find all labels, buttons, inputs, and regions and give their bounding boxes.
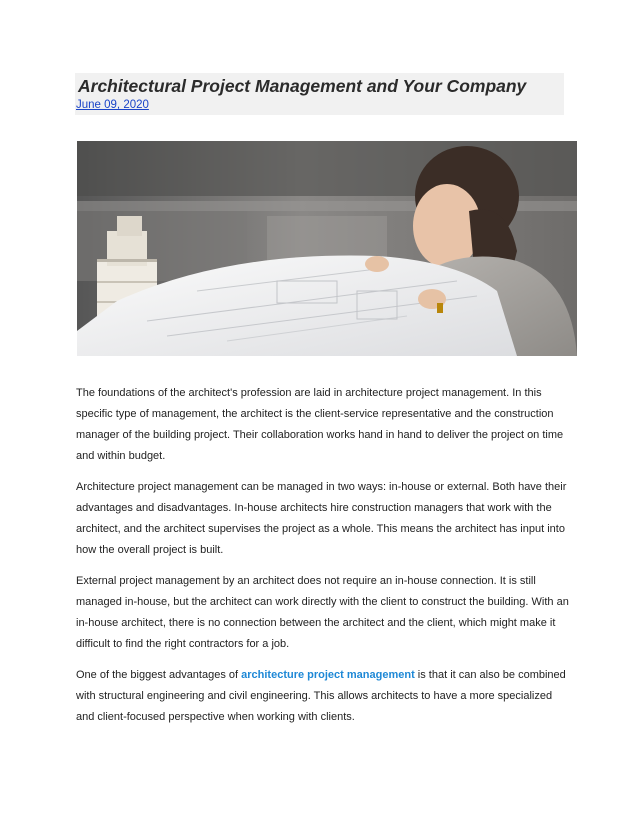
paragraph-4-lead: One of the biggest advantages of <box>76 669 242 681</box>
paragraph-3: External project management by an architect does not require an in-house connection. It is still managed in-house, but the architect can work directly with the client to construct the building. With an in-house architect, there is no connection between the architect and the client, which might make it difficult to find the right contractors for a job. <box>76 575 569 650</box>
woman-reviewing-blueprints-photo <box>77 141 577 356</box>
paragraph-1: The foundations of the architect's profession are laid in architecture project management. In this specific type of management, the architect is the client-service representative and the construction manager of the building project. Their collaboration works hand in hand to deliver the project on time and within budget. <box>76 387 564 462</box>
paragraph-2: Architecture project management can be managed in two ways: in-house or external. Both have their advantages and disadvantages. In-house architects hire construction managers that work with the architect, and the architect supervises the project as a whole. This means the architect has input into how the overall project is built. <box>76 481 567 556</box>
article-body <box>76 383 572 738</box>
architecture-project-management-link[interactable]: architecture project management <box>241 669 415 681</box>
article-title: Architectural Project Management and Your Company <box>78 76 527 96</box>
article-date-link[interactable]: June 09, 2020 <box>76 99 149 111</box>
paragraph-4 <box>76 665 572 728</box>
article-photo <box>77 141 577 356</box>
paragraph-4-tail: is that it can also be combined with structural engineering and civil engineering. This allows architects to have a more specialized and client-focused perspective when working with clients. <box>76 669 566 723</box>
article-header <box>75 73 564 115</box>
